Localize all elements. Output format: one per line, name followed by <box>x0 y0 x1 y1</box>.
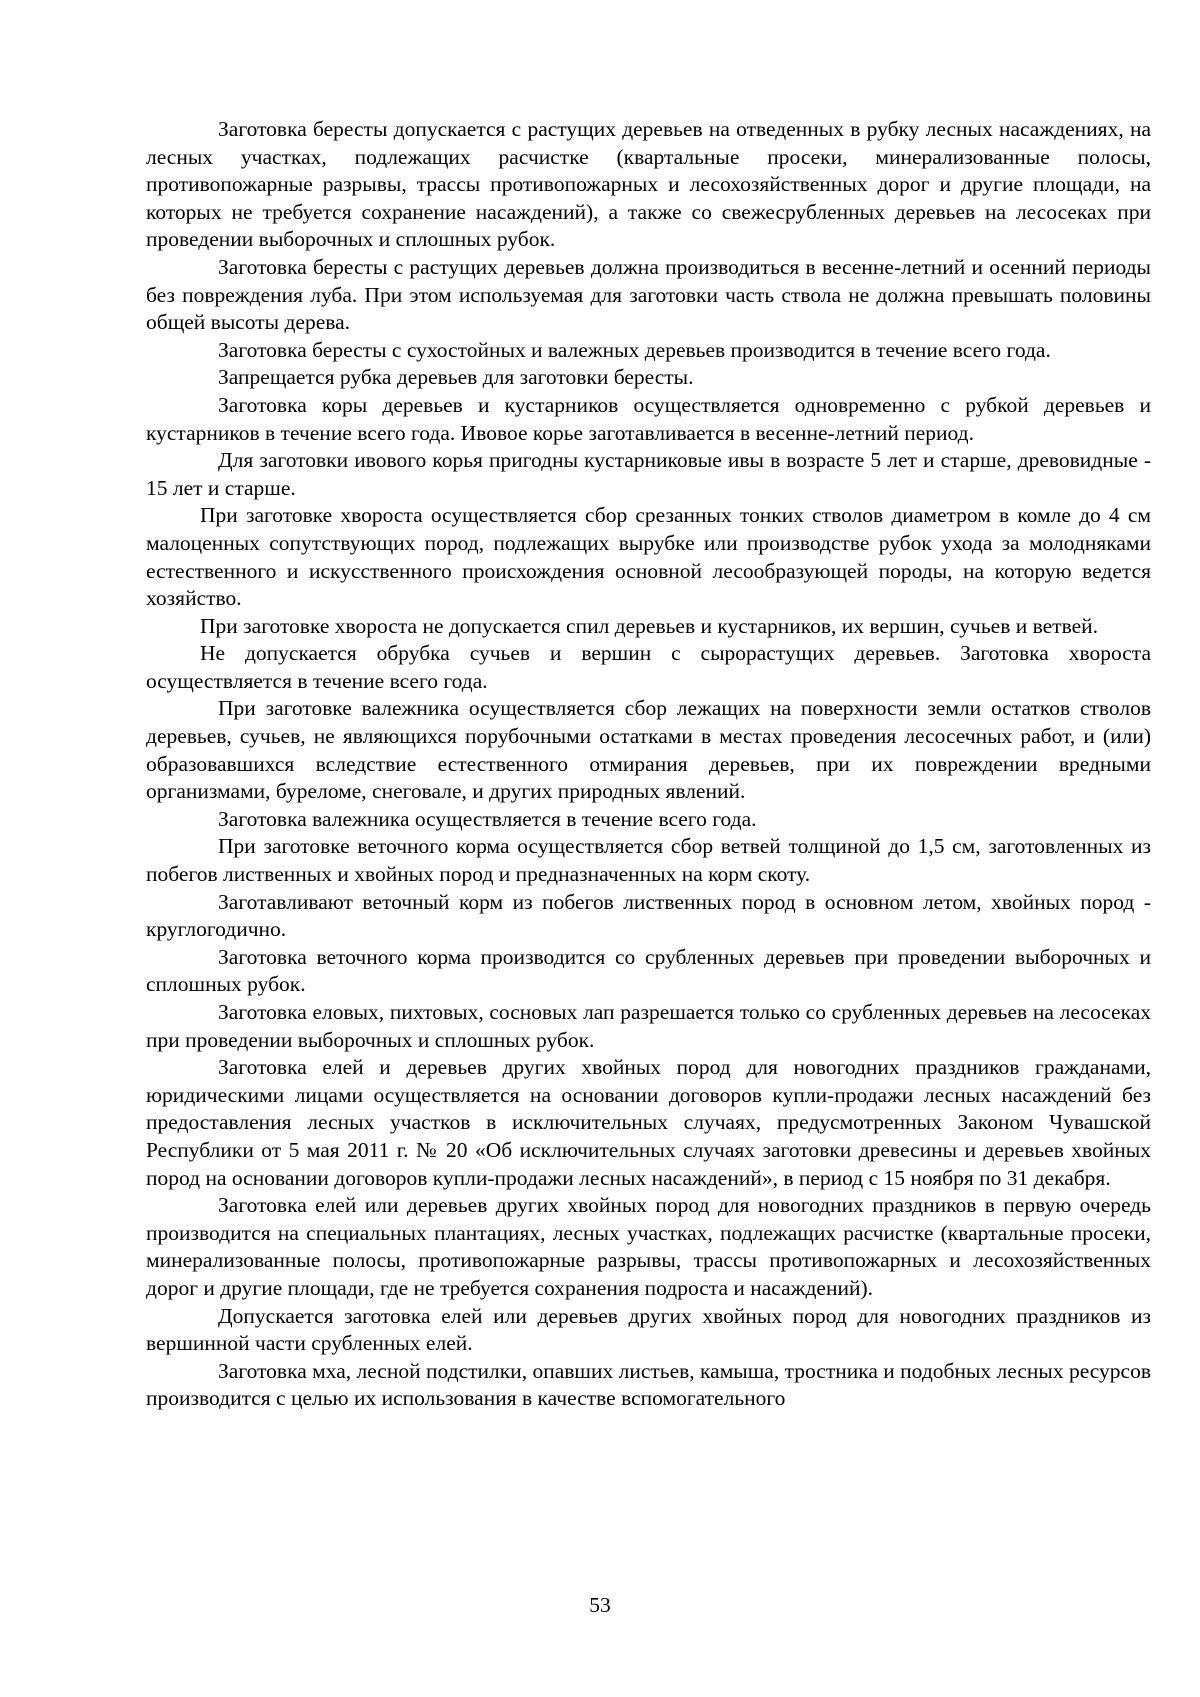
paragraph: При заготовке хвороста осуществляется сбор срезанных тонких стволов диаметром в комле до 4 см малоценных сопутствующих пород, подлежащих вырубке или производстве рубок ухода за молодняками естественного и искусственного происхождения основной лесообразующей породы, на которую ведется хозяйство. <box>146 503 1151 611</box>
paragraph: Заготовка бересты с сухостойных и валежных деревьев производится в течение всего года. <box>218 337 1051 362</box>
paragraph: Заготовка елей или деревьев других хвойных пород для новогодних праздников в первую очередь производится на специальных плантациях, лесных участках, подлежащих расчистке (квартальные просеки, минерализованные полосы, противопожарные разрывы, трассы противопожарных и лесохозяйственных дорог и другие площади, где не требуется сохранения подроста и насаждений). <box>146 1193 1151 1300</box>
paragraph: Заготовка мха, лесной подстилки, опавших листьев, камыша, тростника и подобных лесных ресурсов производится с целью их использования в качестве вспомогательного <box>146 1358 1151 1411</box>
paragraph: Допускается заготовка елей или деревьев других хвойных пород для новогодних праздников из вершинной части срубленных елей. <box>146 1303 1151 1356</box>
paragraph: При заготовке веточного корма осуществляется сбор ветвей толщиной до 1,5 см, заготовленных из побегов лиственных и хвойных пород и предназначенных на корм скоту. <box>146 834 1151 887</box>
paragraph: Заготовка коры деревьев и кустарников осуществляется одновременно с рубкой деревьев и кустарников в течение всего года. Ивовое корье заготавливается в весенне-летний период. <box>146 392 1151 445</box>
document-body <box>146 116 1151 1413</box>
paragraph: Заготовка бересты с растущих деревьев должна производиться в весенне-летний и осенний периоды без повреждения луба. При этом используемая для заготовки часть ствола не должна превышать половины общей высоты дерева. <box>146 254 1151 335</box>
paragraph: Заготовка еловых, пихтовых, сосновых лап разрешается только со срубленных деревьев на лесосеках при проведении выборочных и сплошных рубок. <box>146 1000 1151 1052</box>
paragraph: Запрещается рубка деревьев для заготовки бересты. <box>218 365 694 390</box>
paragraph: Заготовка бересты допускается с растущих деревьев на отведенных в рубку лесных насаждениях, на лесных участках, подлежащих расчистке (квартальные просеки, минерализованные полосы, противопожарные разрывы, трассы противопожарных и лесохозяйственных дорог и другие площади, на которых не требуется сохранение насаждений), а также со свежесрубленных деревьев на лесосеках при проведении выборочных и сплошных рубок. <box>146 117 1151 252</box>
paragraph: При заготовке валежника осуществляется сбор лежащих на поверхности земли остатков стволов деревьев, сучьев, не являющихся порубочными остатками в местах проведения лесосечных работ, и (или) образовавшихся вследствие естественного отмирания деревьев, при их повреждении вредными организмами, буреломе, снеговале, и других природных явлений. <box>146 696 1151 804</box>
paragraph: Заготовка валежника осуществляется в течение всего года. <box>218 806 757 831</box>
paragraph: Заготовка веточного корма производится со срубленных деревьев при проведении выборочных и сплошных рубок. <box>146 944 1151 997</box>
paragraph: При заготовке хвороста не допускается спил деревьев и кустарников, их вершин, сучьев и ветвей. <box>200 613 1099 638</box>
paragraph: Для заготовки ивового корья пригодны кустарниковые ивы в возрасте 5 лет и старше, древовидные - 15 лет и старше. <box>146 448 1151 500</box>
paragraph: Не допускается обрубка сучьев и вершин с сырорастущих деревьев. Заготовка хвороста осуществляется в течение всего года. <box>146 641 1151 693</box>
paragraph: Заготовка елей и деревьев других хвойных пород для новогодних праздников гражданами, юридическими лицами осуществляется на основании договоров купли-продажи лесных насаждений без предоставления лесных участков в исключительных случаях, предусмотренных Законом Чувашской Республики от 5 мая 2011 г. № 20 «Об исключительных случаях заготовки древесины и деревьев хвойных пород на основании договоров купли-продажи лесных насаждений», в период с 15 ноября по 31 декабря. <box>146 1055 1151 1190</box>
paragraph: Заготавливают веточный корм из побегов лиственных пород в основном летом, хвойных пород - круглогодично. <box>146 889 1151 942</box>
page-number: 53 <box>589 1593 611 1617</box>
